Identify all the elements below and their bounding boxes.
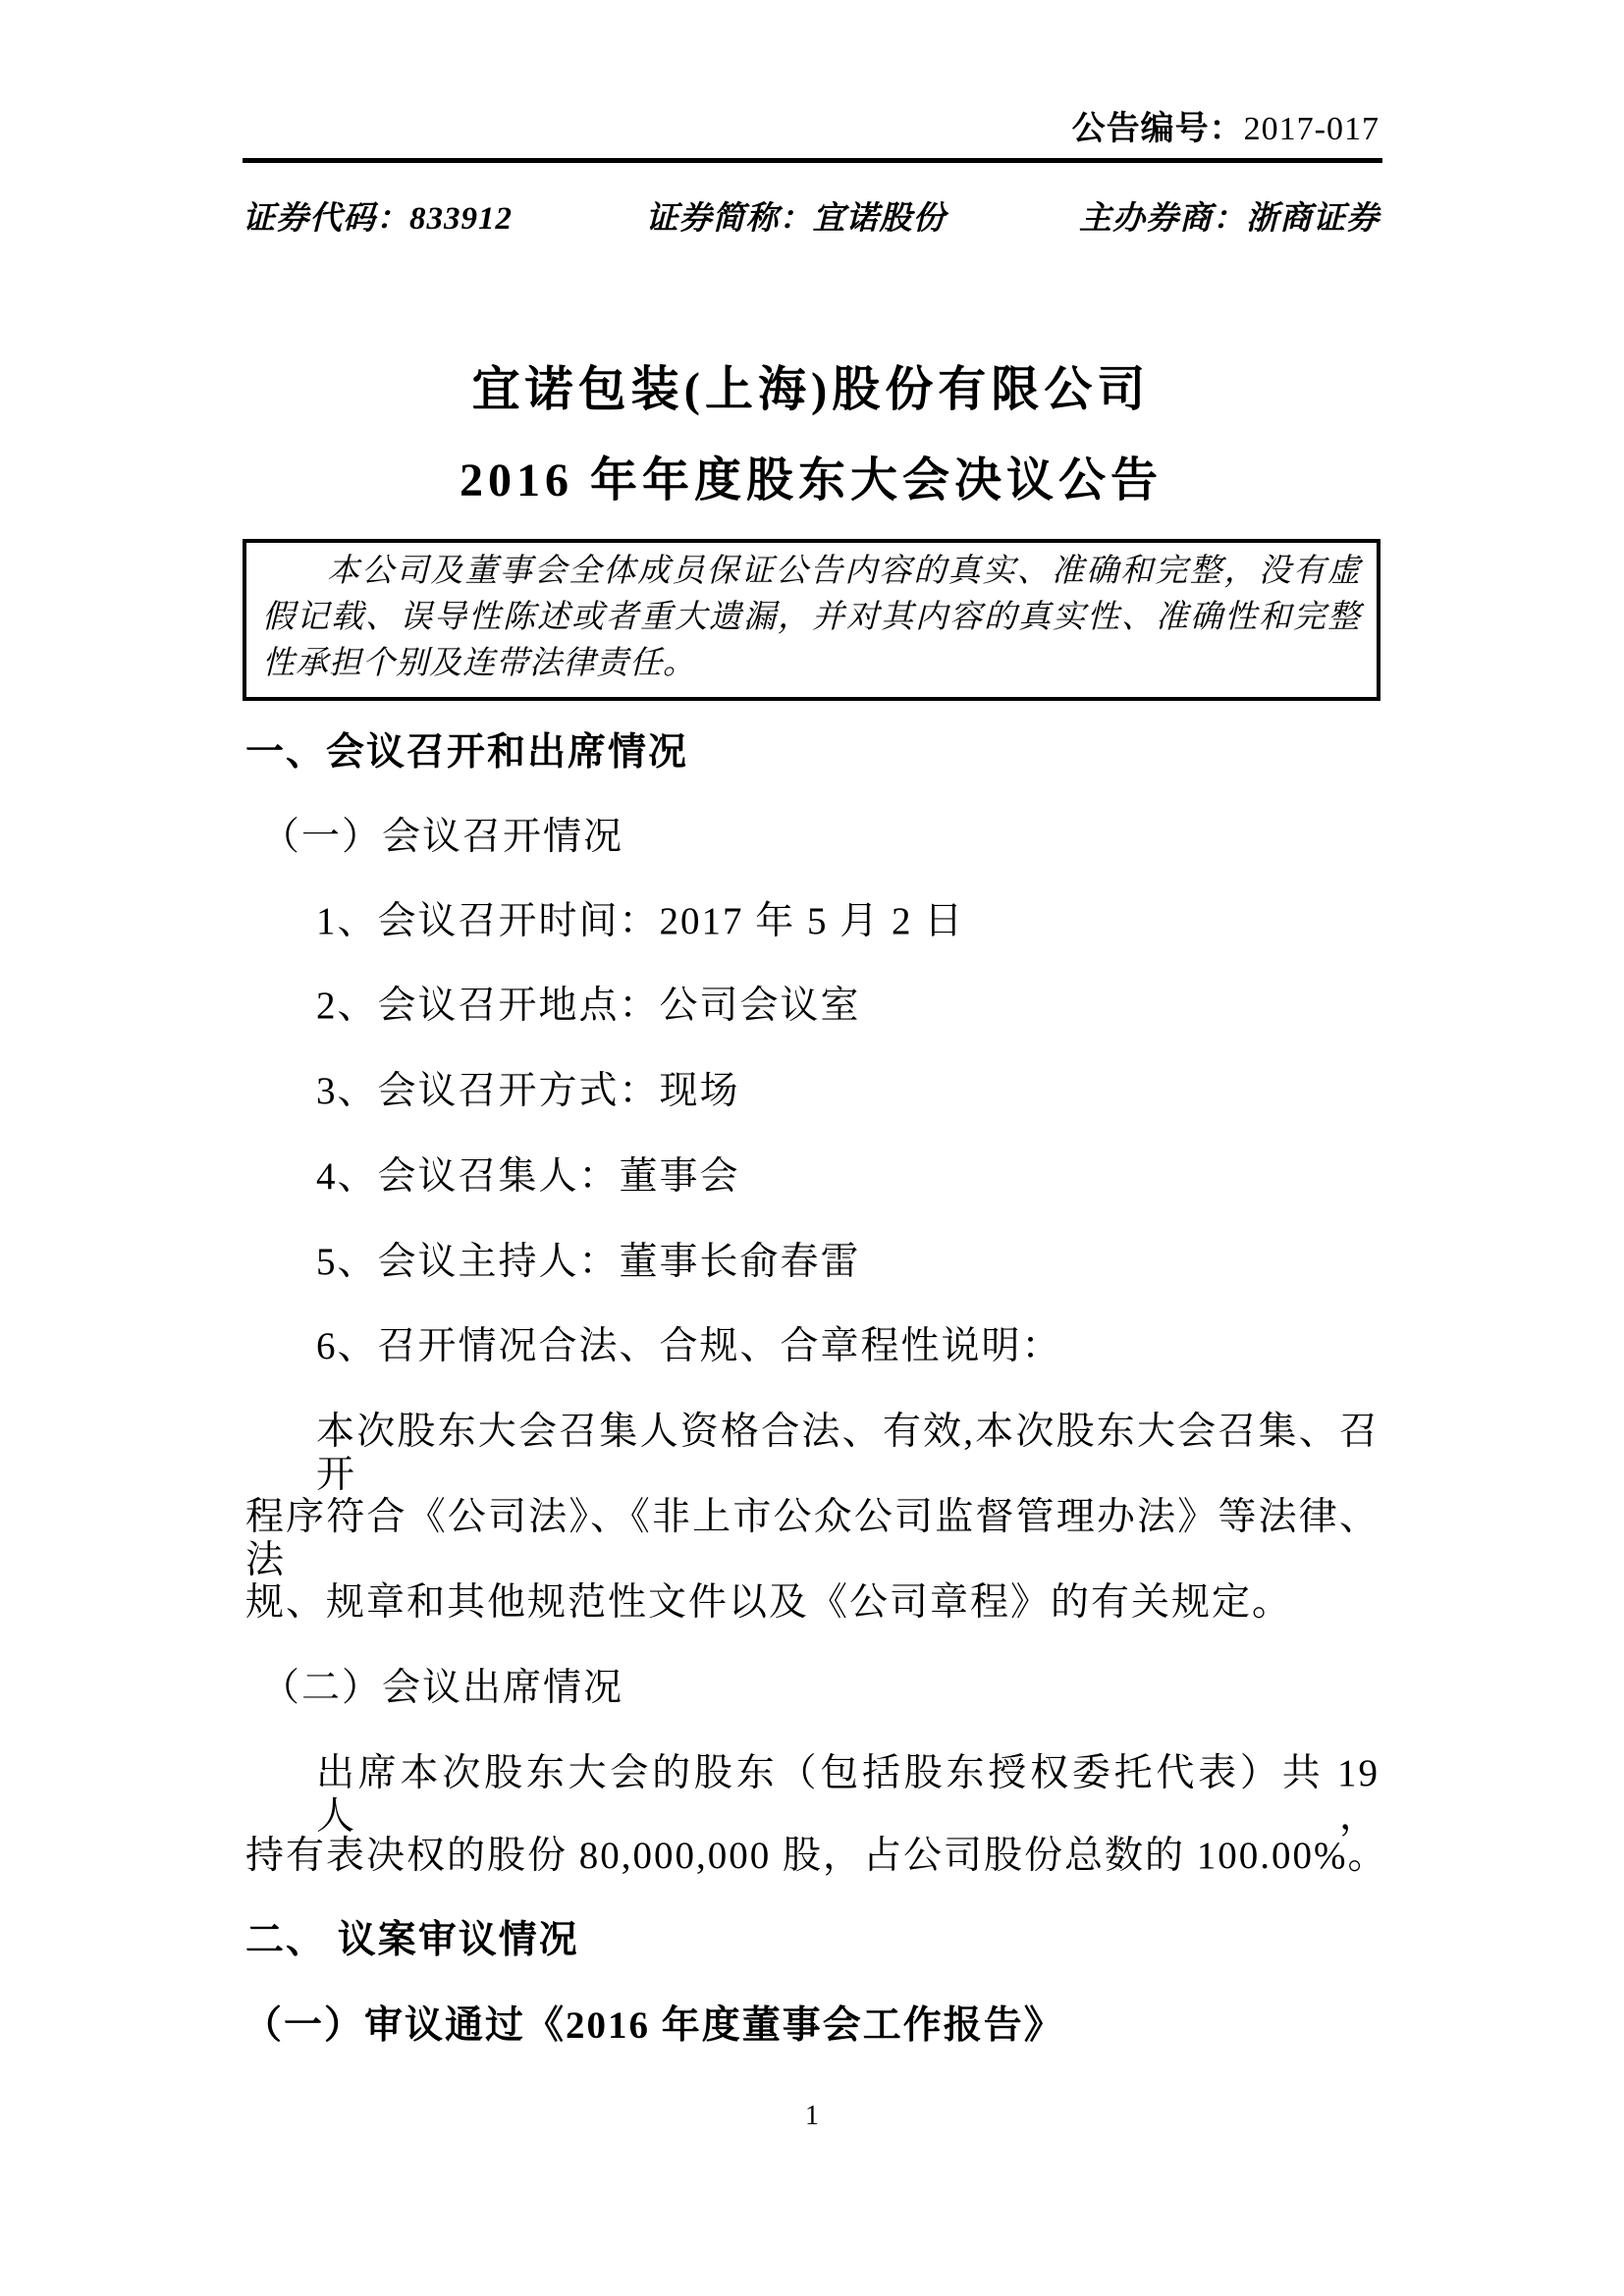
announcement-number [243, 101, 1380, 149]
disclaimer-text: 本公司及董事会全体成员保证公告内容的真实、准确和完整，没有虚假记载、误导性陈述或者重大遗漏，并对其内容的真实性、准确性和完整性承担个别及连带法律责任。 [262, 554, 1361, 681]
paragraph-legality-line-2: 程序符合《公司法》、《非上市公众公司监督管理办法》等法律、法 [245, 1496, 1380, 1581]
list-item-meeting-convener: 4、会议召集人：董事会 [316, 1155, 740, 1198]
section-heading-meeting-convening: 一、会议召开和出席情况 [245, 731, 689, 774]
sponsor-broker: 主办券商：浙商证券 [1079, 201, 1380, 237]
resolution-heading-board-report: （一）审议通过《2016 年度董事会工作报告》 [244, 2004, 1064, 2047]
securities-info-row [243, 192, 1380, 239]
paragraph-legality-line-1: 本次股东大会召集人资格合法、有效,本次股东大会召集、召开 [316, 1411, 1380, 1496]
list-item-meeting-time: 1、会议召开时间：2017 年 5 月 2 日 [316, 900, 965, 942]
section-heading-proposal-review: 二、 议案审议情况 [245, 1919, 579, 1961]
list-item-meeting-chair: 5、会议主持人：董事长俞春雷 [316, 1241, 861, 1283]
subsection-heading-convening-situation: （一）会议召开情况 [261, 816, 624, 858]
paragraph-attendance-line-2: 持有表决权的股份 80,000,000 股，占公司股份总数的 100.00%。 [245, 1835, 1388, 1877]
paragraph-legality-line-3: 规、规章和其他规范性文件以及《公司章程》的有关规定。 [245, 1581, 1293, 1624]
announcement-number-value: 2017-017 [1243, 111, 1380, 147]
document-title: 宜诺包装(上海)股份有限公司 [471, 362, 1151, 416]
page-number: 1 [805, 2101, 819, 2131]
security-code: 证券代码：833912 [243, 201, 513, 237]
paragraph-attendance-line-1: 出席本次股东大会的股东（包括股东授权委托代表）共 19 人， [316, 1752, 1380, 1838]
header-divider [243, 158, 1382, 163]
document-subtitle: 2016 年年度股东大会决议公告 [459, 454, 1163, 507]
list-item-legality-statement: 6、召开情况合法、合规、合章程性说明： [316, 1325, 1062, 1367]
subsection-heading-attendance: （二）会议出席情况 [261, 1667, 624, 1709]
list-item-meeting-place: 2、会议召开地点：公司会议室 [316, 985, 861, 1027]
disclaimer-box [243, 539, 1380, 701]
announcement-number-label: 公告编号： [1071, 111, 1244, 147]
list-item-meeting-method: 3、会议召开方式：现场 [316, 1070, 740, 1112]
security-short-name: 证券简称：宜诺股份 [645, 201, 947, 237]
